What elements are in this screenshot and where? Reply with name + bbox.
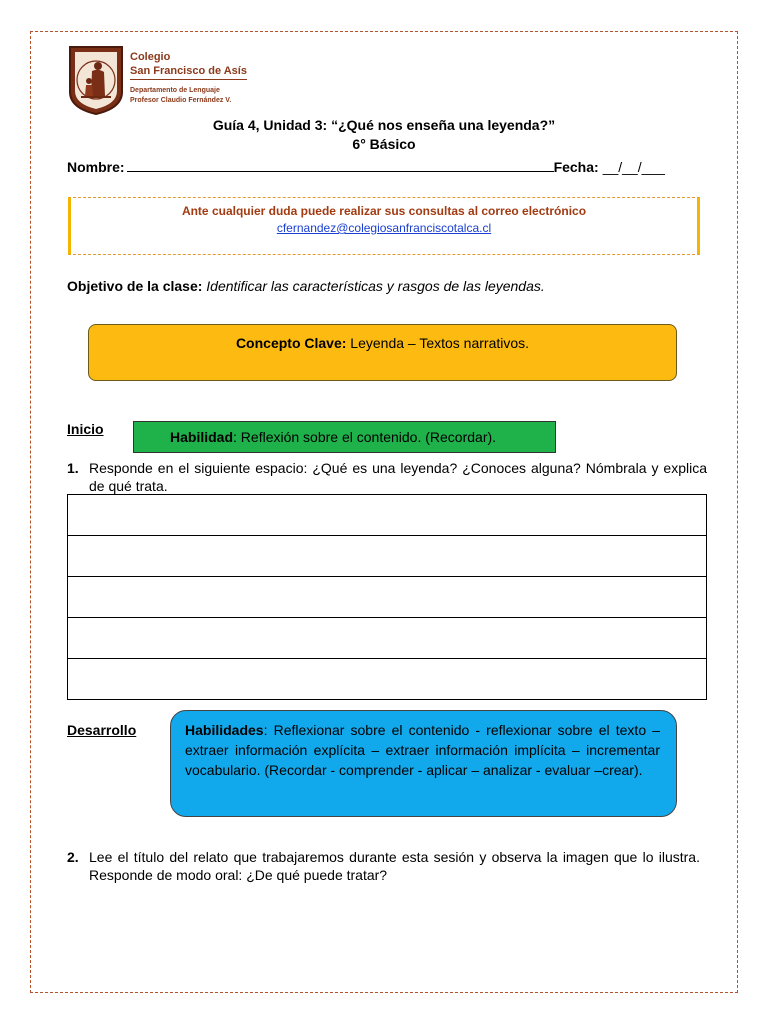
school-crest-icon — [67, 44, 125, 116]
school-name-line2: San Francisco de Asís — [130, 64, 247, 80]
contact-email-link[interactable]: cfernandez@colegiosanfranciscotalca.cl — [276, 221, 492, 235]
answer-line[interactable] — [68, 536, 707, 577]
guide-title: Guía 4, Unidad 3: “¿Qué nos enseña una leyenda?” — [212, 117, 556, 133]
school-name — [130, 50, 247, 80]
name-date-row — [67, 157, 687, 175]
question-1-number: 1. — [67, 460, 79, 476]
contact-box — [68, 197, 700, 255]
key-concept-box — [88, 324, 677, 381]
answer-line[interactable] — [68, 577, 707, 618]
fecha-field[interactable]: __/__/___ — [602, 159, 665, 175]
desarrollo-skills-box — [170, 710, 677, 817]
inicio-heading: Inicio — [67, 421, 104, 437]
department-info — [130, 86, 231, 106]
school-name-line1: Colegio — [130, 51, 171, 63]
question-1 — [67, 459, 707, 495]
desarrollo-skills-text: : Reflexionar sobre el contenido - reflexionar sobre el texto – extraer información explícita – extraer información implícita – incrementar vocabulario. (Recordar - comprender - aplicar – analizar - evaluar –crear). — [185, 722, 660, 778]
key-concept-text: Leyenda – Textos narrativos. — [350, 335, 530, 351]
inicio-skill-box — [133, 421, 556, 453]
answer-line[interactable] — [68, 659, 707, 700]
answer-lines — [67, 494, 707, 700]
teacher-name: Profesor Claudio Fernández V. — [130, 97, 232, 104]
fecha-label: Fecha: — [553, 159, 599, 175]
inicio-skill-text: : Reflexión sobre el contenido. (Recordar). — [233, 429, 497, 445]
objective-text: Identificar las características y rasgos de las leyendas. — [206, 278, 545, 294]
contact-message: Ante cualquier duda puede realizar sus consultas al correo electrónico — [181, 204, 587, 218]
inicio-skill-label: Habilidad — [170, 429, 234, 445]
question-1-text: Responde en el siguiente espacio: ¿Qué es una leyenda? ¿Conoces alguna? Nómbrala y explica de qué trata. — [89, 460, 707, 494]
grade-level: 6° Básico — [352, 136, 416, 152]
desarrollo-skills-label: Habilidades — [185, 722, 264, 738]
question-2-text: Lee el título del relato que trabajaremos durante esta sesión y observa la imagen que lo ilustra. Responde de modo oral: ¿De qué puede tratar? — [89, 849, 700, 883]
nombre-label: Nombre: — [67, 159, 125, 175]
department-name: Departamento de Lenguaje — [130, 87, 220, 94]
objective-label: Objetivo de la clase: — [67, 278, 203, 294]
key-concept-label: Concepto Clave: — [235, 335, 347, 351]
answer-line[interactable] — [68, 618, 707, 659]
objective — [67, 278, 545, 294]
question-2-number: 2. — [67, 849, 79, 865]
desarrollo-heading: Desarrollo — [67, 722, 137, 738]
question-2 — [67, 848, 700, 884]
answer-line[interactable] — [68, 495, 707, 536]
nombre-field[interactable] — [127, 157, 554, 172]
